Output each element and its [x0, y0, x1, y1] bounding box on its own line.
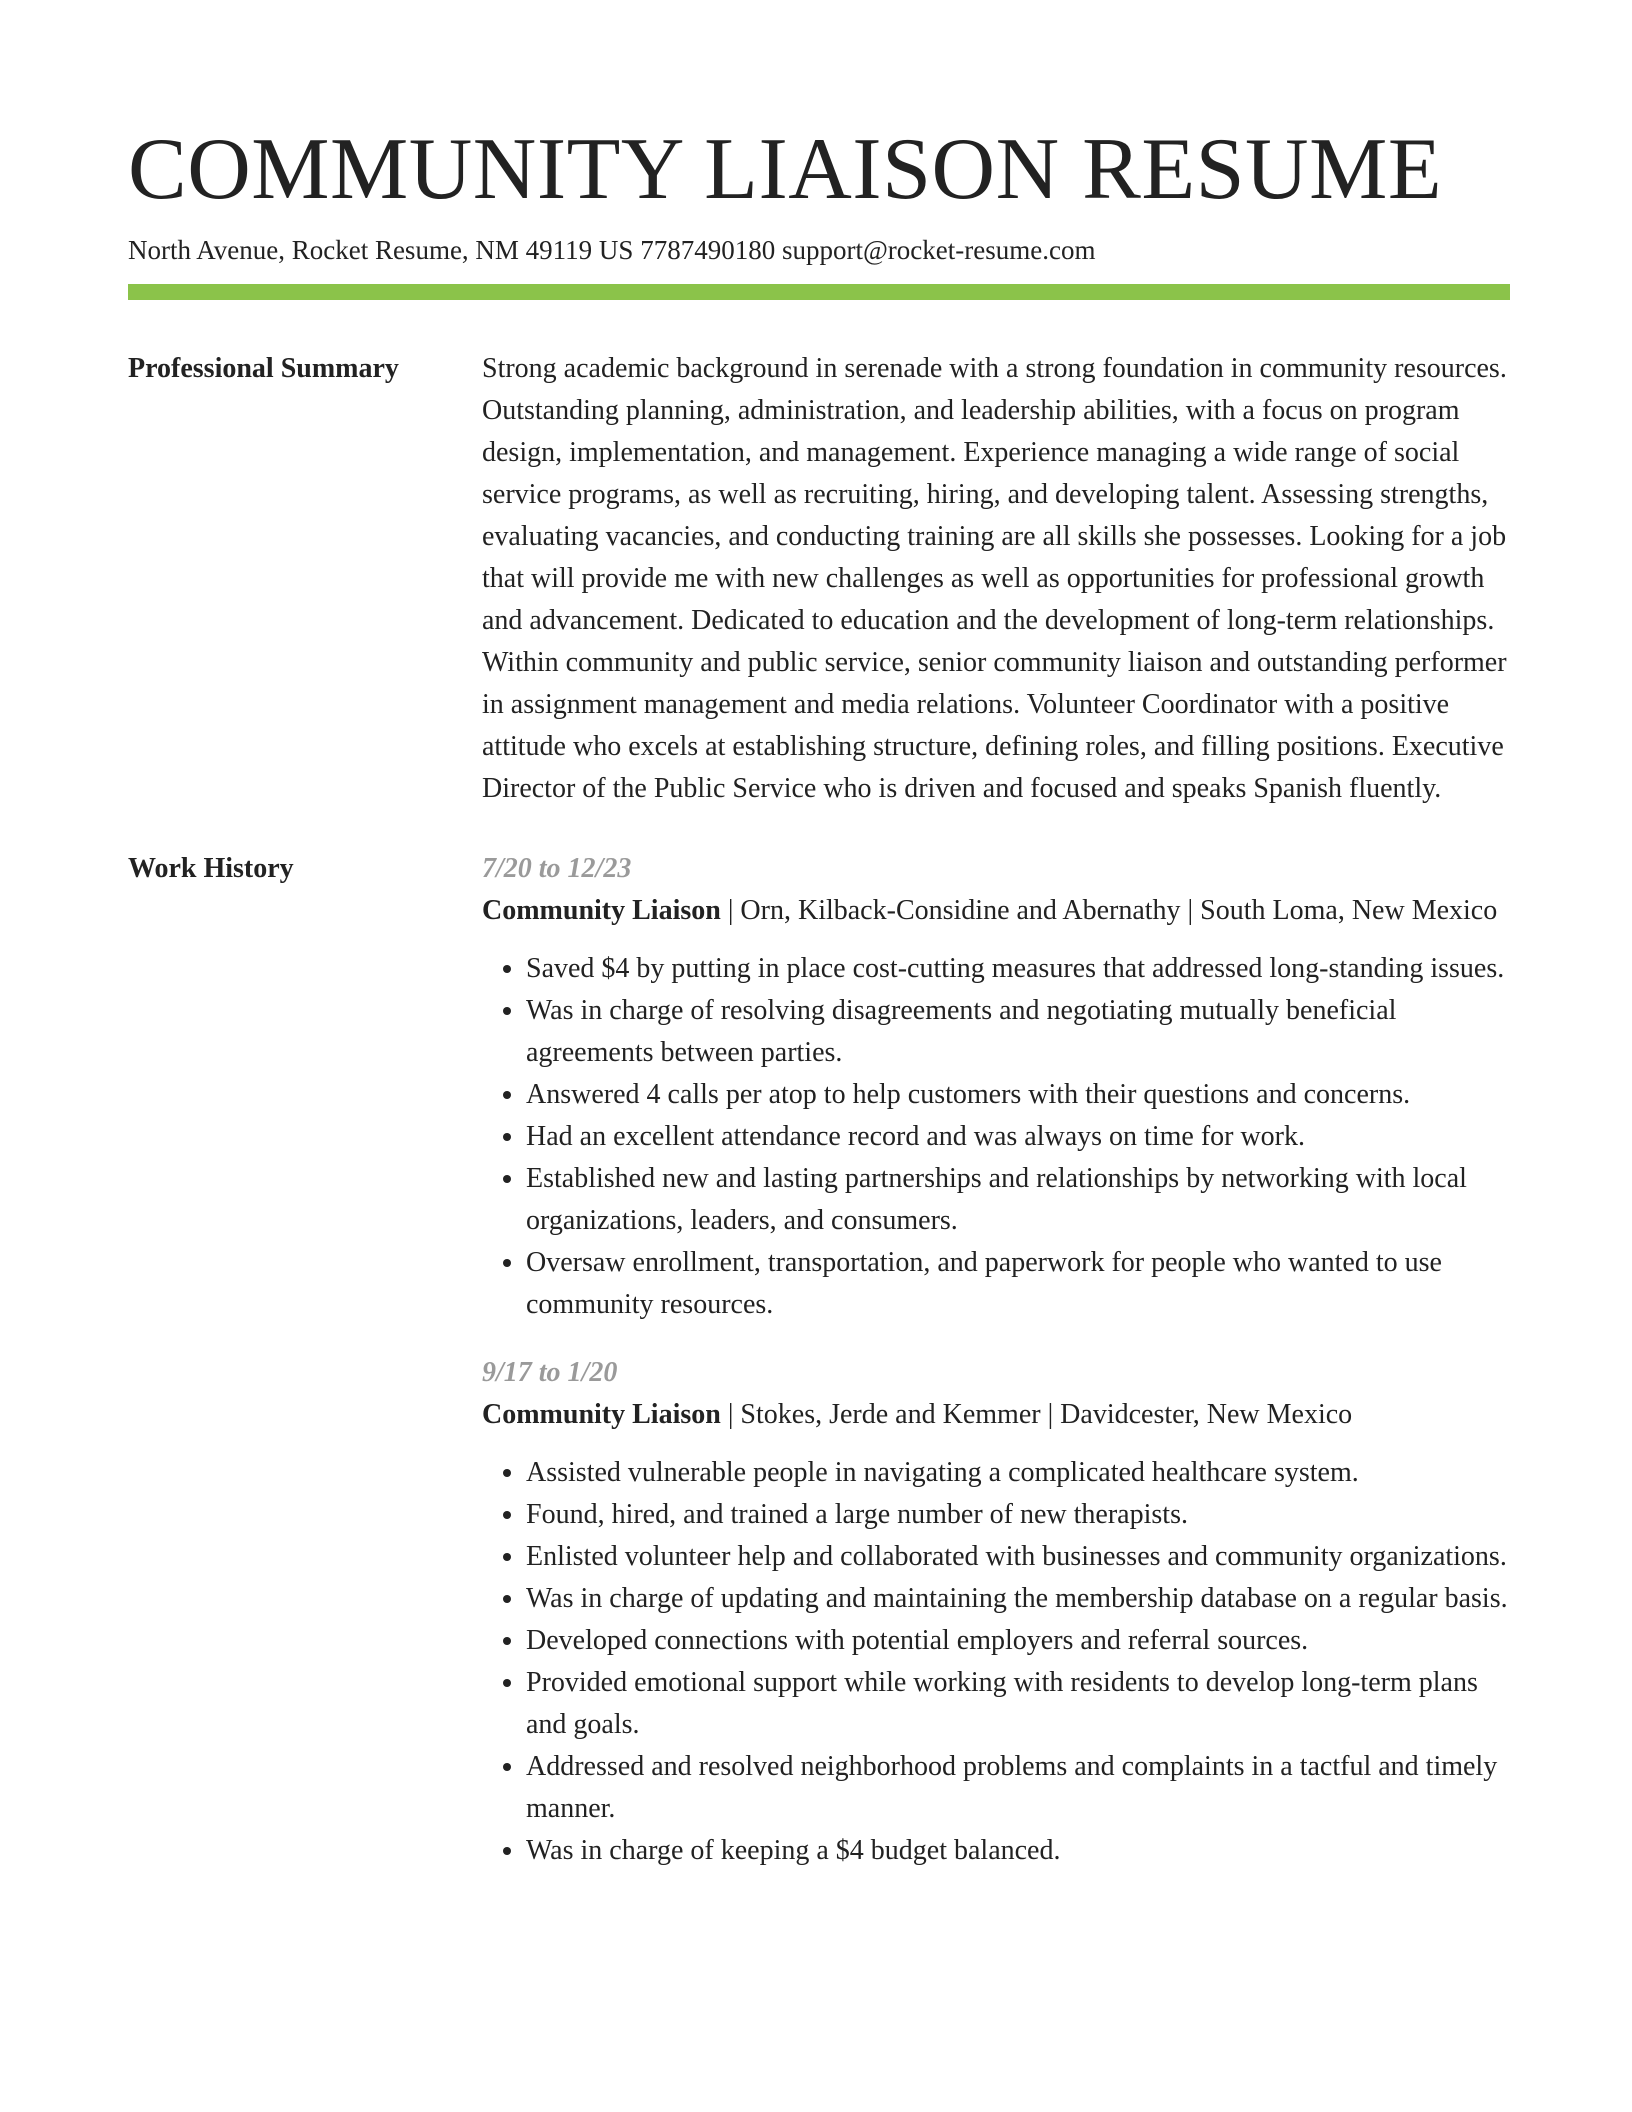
list-item: • Provided emotional support while working with residents to develop long-term plans and goals.: [526, 1662, 1510, 1746]
list-item: • Enlisted volunteer help and collaborated with businesses and community organizations.: [526, 1536, 1510, 1578]
accent-divider: [128, 284, 1510, 300]
list-item: • Saved $4 by putting in place cost-cutting measures that addressed long-standing issues.: [526, 948, 1510, 990]
job-dates: 9/17 to 1/20: [482, 1357, 618, 1388]
job-title: Community Liaison: [482, 1399, 721, 1430]
job-entry: [482, 848, 1510, 1326]
job-details: | Orn, Kilback-Considine and Abernathy | South Loma, New Mexico: [720, 895, 1498, 926]
list-item: • Was in charge of resolving disagreements and negotiating mutually beneficial agreements between parties.: [526, 990, 1510, 1074]
list-item: • Addressed and resolved neighborhood problems and complaints in a tactful and timely manner.: [526, 1746, 1510, 1830]
list-item: • Assisted vulnerable people in navigating a complicated healthcare system.: [526, 1452, 1510, 1494]
list-item: • Answered 4 calls per atop to help customers with their questions and concerns.: [526, 1074, 1510, 1116]
list-item: • Oversaw enrollment, transportation, and paperwork for people who wanted to use community resources.: [526, 1242, 1510, 1326]
job-entry: [482, 1352, 1510, 1872]
list-item: • Was in charge of keeping a $4 budget balanced.: [526, 1830, 1510, 1872]
summary-text: Strong academic background in serenade with a strong foundation in community resources. Outstanding planning, administration, and leadership abilities, with a focus on program design, implementation, and management. Experience managing a wide range of social service programs, as well as recruiting, hiring, and developing talent. Assessing strengths, evaluating vacancies, and conducting training are all skills she possesses. Looking for a job that will provide me with new challenges as well as opportunities for professional growth and advancement. Dedicated to education and the development of long-term relationships. Within community and public service, senior community liaison and outstanding performer in assignment management and media relations. Volunteer Coordinator with a positive attitude who excels at establishing structure, defining roles, and filling positions. Executive Director of the Public Service who is driven and focused and speaks Spanish fluently.: [482, 353, 1507, 804]
summary-body: [482, 348, 1510, 810]
list-item: • Was in charge of updating and maintaining the membership database on a regular basis.: [526, 1578, 1510, 1620]
job-heading: [482, 1394, 1510, 1436]
list-item: • Had an excellent attendance record and was always on time for work.: [526, 1116, 1510, 1158]
job-dates: 7/20 to 12/23: [482, 853, 632, 884]
resume-title: COMMUNITY LIAISON RESUME: [128, 121, 1443, 218]
list-item: • Found, hired, and trained a large number of new therapists.: [526, 1494, 1510, 1536]
contact-line: North Avenue, Rocket Resume, NM 49119 US 7787490180 support@rocket-resume.com: [128, 235, 1096, 265]
section-label-summary: Professional Summary: [128, 353, 399, 384]
job-title: Community Liaison: [482, 895, 721, 926]
resume-page: [128, 120, 1510, 1898]
job-bullets: [482, 948, 1510, 1326]
list-item: • Established new and lasting partnerships and relationships by networking with local organizations, leaders, and consumers.: [526, 1158, 1510, 1242]
job-heading: [482, 890, 1510, 932]
section-label-work: Work History: [128, 853, 294, 884]
work-history-section: [128, 848, 1510, 1898]
work-body: [482, 848, 1510, 1898]
job-bullets: [482, 1452, 1510, 1872]
professional-summary-section: [128, 348, 1510, 810]
list-item: • Developed connections with potential employers and referral sources.: [526, 1620, 1510, 1662]
job-details: | Stokes, Jerde and Kemmer | Davidcester, New Mexico: [720, 1399, 1353, 1430]
